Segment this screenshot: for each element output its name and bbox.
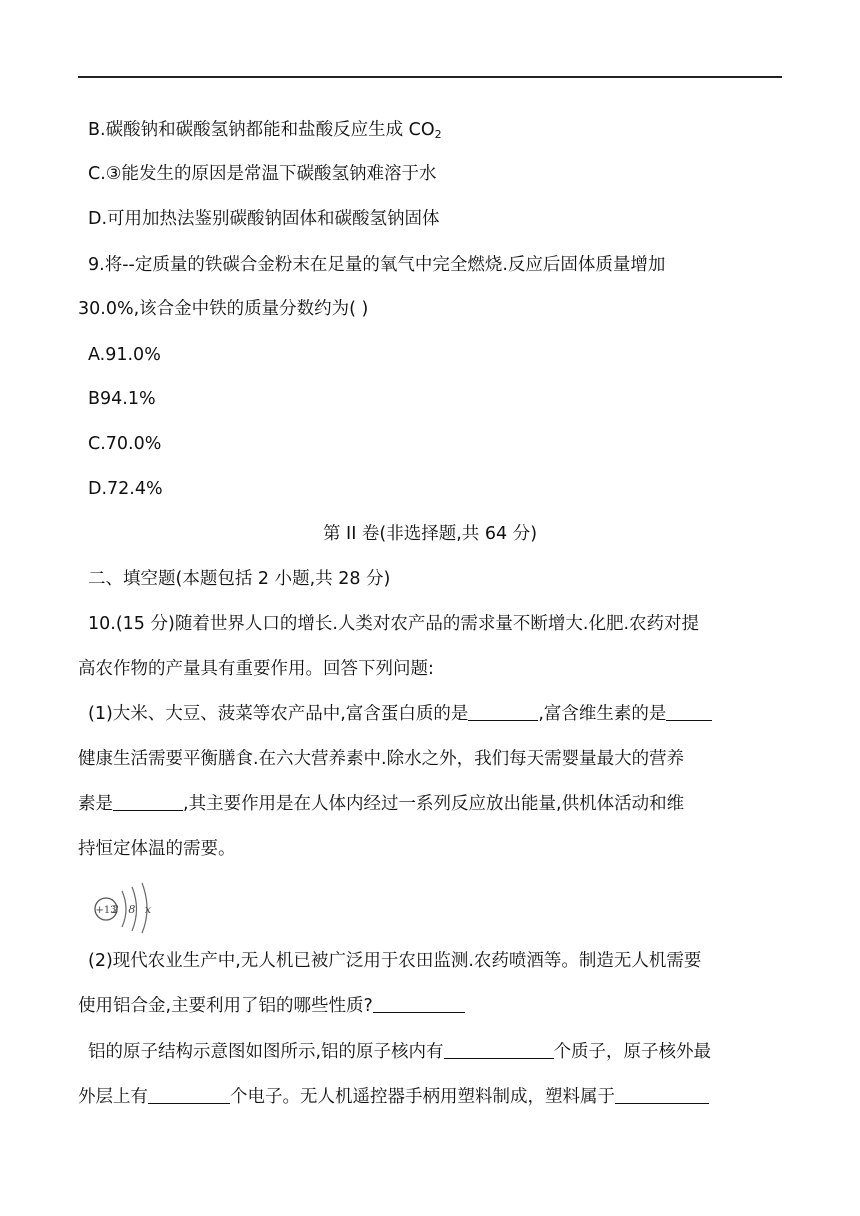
answer-blank-vitamin[interactable] [666, 702, 712, 721]
q8-option-d: D.可用加热法鉴别碳酸钠固体和碳酸氢钠固体 [88, 209, 440, 229]
answer-blank-electrons[interactable] [148, 1085, 230, 1104]
header-rule [78, 76, 782, 78]
q10-part2-line4: 外层上有 个电子。无人机遥控器手柄用塑料制成，塑料属于 [78, 1085, 709, 1109]
q10-part2-line1: (2)现代农业生产中,无人机已被广泛用于农田监测.农药喷酒等。制造无人机需要 [88, 951, 702, 971]
q9-stem-line1: 9.将--定质量的铁碳合金粉末在足量的氧气中完全燃烧.反应后固体质量增加 [88, 255, 666, 275]
q9-option-d: D.72.4% [88, 479, 163, 499]
q10-part2-line3: 铝的原子结构示意图如图所示,铝的原子核内有 个质子，原子核外最 [88, 1042, 712, 1062]
aluminum-atom-structure-diagram [92, 873, 162, 935]
q8-option-c: C.③能发生的原因是常温下碳酸氢钠难溶于水 [88, 164, 437, 184]
q10-part1-line1: (1)大米、大豆、菠菜等农产品中,富含蛋白质的是 ,富含维生素的是 [88, 702, 712, 726]
answer-blank-nutrient[interactable] [113, 792, 183, 811]
atom-shell-labels: 2 8 x [111, 903, 155, 916]
q8-option-b: B.碳酸钠和碳酸氢钠都能和盐酸反应生成 $CO_2$ [88, 120, 442, 141]
q10-part1-line3: 素是 ,其主要作用是在人体内经过一系列反应放出能量,供机体活动和维 [78, 794, 685, 814]
part2-title: 第 II 卷(非选择题,共 64 分) [322, 524, 538, 544]
answer-blank-protons[interactable] [444, 1040, 554, 1059]
q9-option-c: C.70.0% [88, 434, 162, 454]
q9-stem-line2: 30.0%,该合金中铁的质量分数约为( ) [78, 299, 369, 319]
answer-blank-plastic[interactable] [615, 1085, 709, 1104]
q10-stem-line1: 10.(15 分)随着世界人口的增长.人类对农产品的需求量不断增大.化肥.农药对提 [88, 614, 700, 634]
q10-part1-line2: 健康生活需要平衡膳食.在六大营养素中.除水之外，我们每天需婴量最大的营养 [78, 749, 685, 769]
answer-blank-protein[interactable] [468, 702, 538, 721]
q10-part1-line4: 持恒定体温的需要。 [78, 839, 236, 859]
q10-part2-line2: 使用铝合金,主要利用了铝的哪些性质? [78, 994, 465, 1018]
answer-blank-properties[interactable] [373, 994, 465, 1013]
section2-heading: 二、填空题(本题包括 2 小题,共 28 分) [88, 569, 391, 589]
q9-option-b: B94.1% [88, 389, 156, 409]
q9-option-a: A.91.0% [88, 345, 161, 365]
q10-stem-line2: 高农作物的产量具有重要作用。回答下列问题: [78, 659, 434, 679]
atom-nucleus-label: +13 [95, 905, 117, 916]
